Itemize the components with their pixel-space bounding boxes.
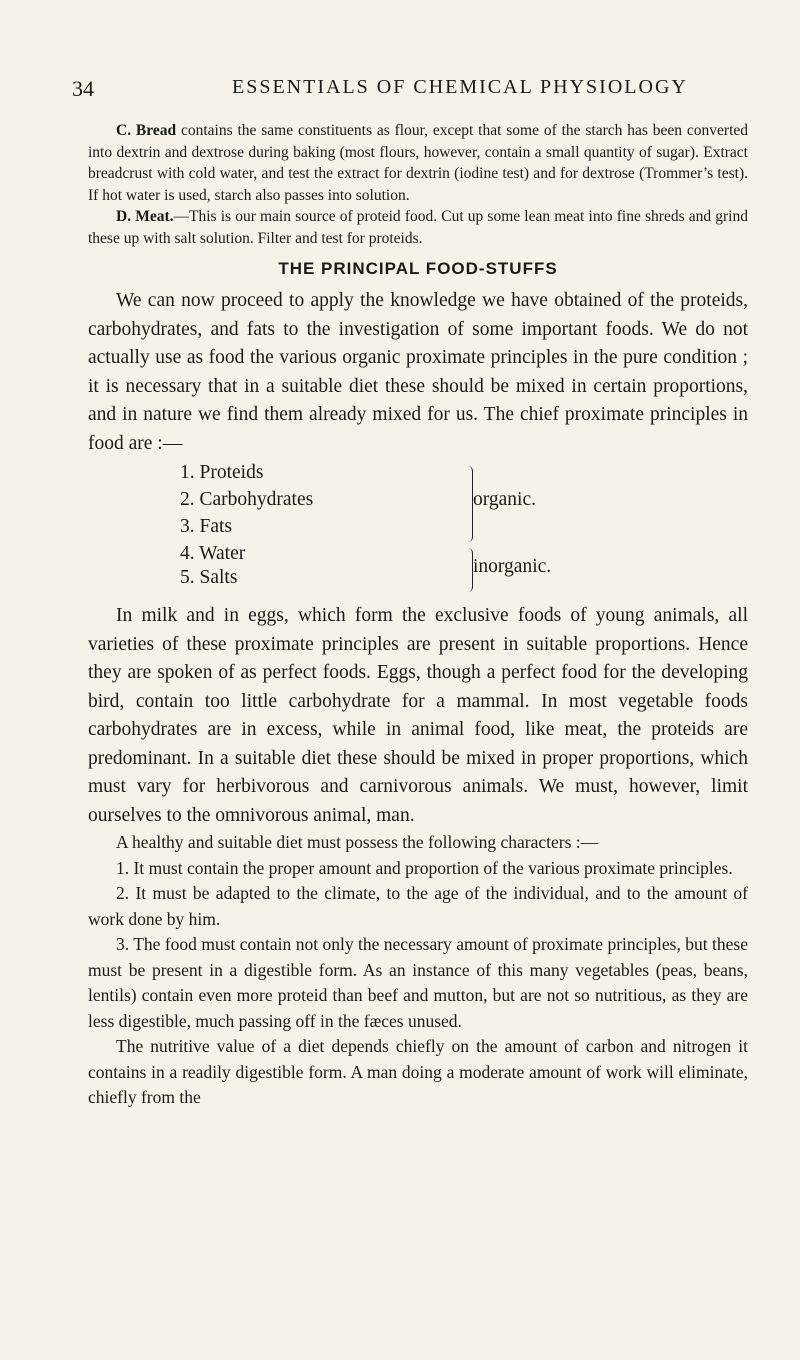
- paragraph-healthy-diet: A healthy and suitable diet must possess the following characters :—: [116, 832, 599, 852]
- page-number: 34: [72, 76, 94, 101]
- page-content: [88, 120, 748, 1111]
- inorganic-label: inorganic.: [473, 556, 552, 577]
- principle-item: 3. Fats: [180, 516, 233, 537]
- paragraph-meat: [88, 206, 748, 249]
- organic-label: organic.: [473, 489, 536, 510]
- principles-list: [88, 460, 748, 600]
- principle-item: 5. Salts: [180, 567, 238, 588]
- character-item: 3. The food must contain not only the necessary amount of proximate principles, but these must be present in a digestible form. As an instance of this many vegetables (peas, beans, lentils) contain even more proteid than beef and mutton, but are not so nutritious, as they are less digestible, much passing off in the fæces unused.: [88, 934, 748, 1031]
- principle-item: 4. Water: [180, 543, 246, 564]
- meat-lead: D. Meat.: [116, 208, 174, 225]
- meat-text: —This is our main source of proteid food. Cut up some lean meat into fine shreds and grind these up with salt solution. Filter and test for proteids.: [88, 208, 748, 247]
- bread-text: contains the same constituents as flour, except that some of the starch has been converted into dextrin and dextrose during baking (most flours, however, contain a small quantity of sugar). Extract breadcrust with cold water, and test the extract for dextrin (iodine test) and for dextrose (Trommer’s test). If hot water is used, starch also passes into solution.: [88, 122, 749, 204]
- character-item: 1. It must contain the proper amount and proportion of the various proximate principles.: [116, 857, 733, 878]
- principle-item: 2. Carbohydrates: [180, 489, 314, 510]
- bread-lead: C. Bread: [116, 122, 177, 139]
- paragraph-milk-eggs: In milk and in eggs, which form the exclusive foods of young animals, all varieties of these proximate principles are present in suitable proportions. Hence they are spoken of as perfect foods. Eggs, though a perfect food for the developing bird, contain too little carbohydrate for a mammal. In most vegetable foods carbohydrates are in excess, while in animal food, like meat, the proteids are predominant. In a suitable diet these should be mixed in proper proportions, which must vary for herbivorous and carnivorous animals. We must, however, limit ourselves to the omnivorous animal, man.: [88, 605, 748, 826]
- paragraph-bread: [88, 120, 748, 206]
- character-item: 2. It must be adapted to the climate, to the age of the individual, and to the amount of work done by him.: [88, 883, 748, 929]
- page-header: [72, 76, 740, 106]
- paragraph-nutritive-value: The nutritive value of a diet depends chiefly on the amount of carbon and nitrogen it contains in a readily digestible form. A man doing a moderate amount of work will eliminate, chiefly from the: [88, 1036, 748, 1107]
- running-head: ESSENTIALS OF CHEMICAL PHYSIOLOGY: [232, 76, 688, 98]
- section-title: THE PRINCIPAL FOOD-STUFFS: [278, 259, 558, 278]
- paragraph-intro: We can now proceed to apply the knowledge we have obtained of the proteids, carbohydrates, and fats to the investigation of some important foods. We do not actually use as food the various organic proximate principles in the pure condition ; it is necessary that in a suitable diet these should be mixed in certain proportions, and in nature we find them already mixed for us. The chief proximate principles in food are :—: [88, 290, 748, 454]
- principle-item: 1. Proteids: [180, 462, 264, 483]
